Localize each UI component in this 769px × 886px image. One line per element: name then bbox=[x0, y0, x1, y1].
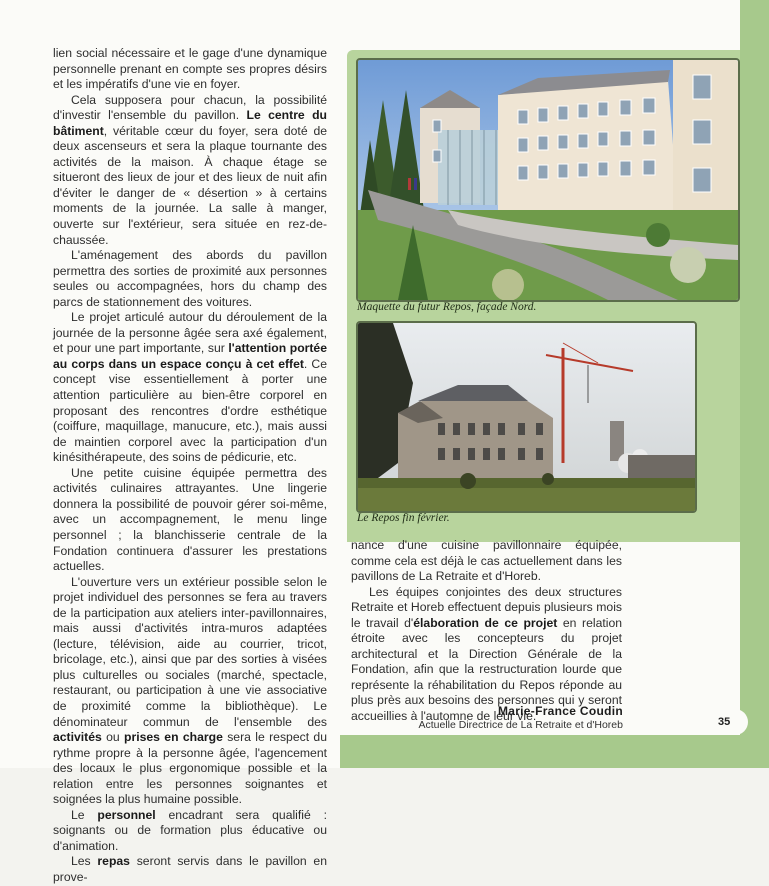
highlight: activités bbox=[53, 730, 102, 745]
signature-role: Actuelle Directrice de La Retraite et d'Horeb bbox=[418, 719, 623, 731]
figure-caption-1: Maquette du futur Repos, façade Nord. bbox=[357, 301, 537, 313]
figure-caption-2: Le Repos fin février. bbox=[357, 512, 450, 524]
paragraph: Le projet articulé autour du déroulement de la journée de la personne âgée sera axé également, et pour une part importante, sur l'attention portée au corps dans un espace conçu à cet effet. Ce concept vise essentiellement à porter une attention particulière au bien-être corporel en proposant des rencontres d'ordre esthétique (coiffure, maquillage, manucure, etc.), mais aussi de maintien corporel avec la participation d'un kinésithérapeute, des soins de pédicurie, etc. bbox=[53, 310, 327, 465]
text-column-right bbox=[351, 538, 622, 725]
highlight: l'attention portée au corps dans un espace conçu à cet effet bbox=[53, 341, 327, 371]
paragraph: Le personnel encadrant sera qualifié : soignants ou de formation plus éducative ou d'animation. bbox=[53, 807, 328, 853]
signature-name: Marie-France Coudin bbox=[497, 704, 623, 718]
paragraph: lien social nécessaire et le gage d'une dynamique personnelle prenant en compte ses propres désirs et les impératifs d'une vie en foyer. bbox=[53, 46, 327, 92]
paragraph: L'aménagement des abords du pavillon permettra des sorties de proximité aux personnes seules ou accompagnées, hors du champ des parcs de stationnement des voitures. bbox=[53, 248, 327, 309]
right-green-band bbox=[740, 0, 769, 768]
highlight: personnel bbox=[97, 807, 156, 822]
bottom-green-band bbox=[340, 735, 769, 768]
highlight: Le centre du bâtiment bbox=[53, 108, 328, 138]
rendering-image bbox=[358, 60, 738, 300]
construction-image bbox=[358, 323, 695, 511]
highlight: élaboration de ce projet bbox=[413, 615, 558, 630]
text-column-left bbox=[53, 46, 327, 886]
paragraph: Cela supposera pour chacun, la possibilité d'investir l'ensemble du pavillon. Le centre du bâtiment, véritable cœur du foyer, sera doté de deux ascenseurs et sera la plaque tournante des activités de la maison. À chaque étage se situeront des lieux de jour et des lieux de nuit afin d'éviter le danger de « désertion » à certains moments de la journée. La salle à manger, ouverte sur l'extérieur, sera située en rez-de-chaussée. bbox=[53, 92, 328, 247]
highlight: prises en charge bbox=[124, 730, 223, 745]
construction-photo-february bbox=[356, 321, 697, 513]
rendering-photo-north-facade bbox=[356, 58, 740, 302]
paragraph: Les repas seront servis dans le pavillon en prove- bbox=[53, 854, 327, 884]
paragraph: nance d'une cuisine pavillonnaire équipée, comme cela est déjà le cas actuellement dans les pavillons de La Retraite et d'Horeb. bbox=[351, 538, 622, 584]
paragraph: Les équipes conjointes des deux structures Retraite et Horeb effectuent depuis plusieurs mois le travail d'élaboration de ce projet en relation étroite avec les concepteurs du projet architectural et la Direction Générale de la Fondation, afin que la restructuration lourde que représente la réhabilitation du Repos réponde au plus près aux besoins des personnes qui y seront accueillies à l'automne de leur vie. bbox=[351, 584, 623, 724]
paragraph: L'ouverture vers un extérieur possible selon le projet individuel des personnes se fera au travers de la participation aux ateliers inter-pavillonnaires, mais aussi d'activités intra-muros adaptées (lecture, télévision, aide au courrier, tricot, bricolage, etc.), ainsi que par des sorties à visées plus culturelles ou sociales (marché, spectacle, restaurant, ou participation à une vie associative de proximité comme la bibliothèque). Le dénominateur commun de l'ensemble des activités ou prises en charge sera le respect du rythme propre à la personne âgée, l'agencement des locaux le plus ergonomique possible et la relation entre les personnes soignantes et soignées la plus humaine possible. bbox=[53, 574, 327, 807]
page-number: 35 bbox=[718, 716, 731, 728]
paragraph: Une petite cuisine équipée permettra des activités culinaires attrayantes. Une lingerie donnera la possibilité de pouvoir gérer soi-même, avec un accompagnement, le menu linge personnel ; la blanchisserie centrale de la Fondation continuera d'assurer les prestations actuelles. bbox=[53, 465, 327, 574]
highlight: repas bbox=[97, 854, 130, 869]
